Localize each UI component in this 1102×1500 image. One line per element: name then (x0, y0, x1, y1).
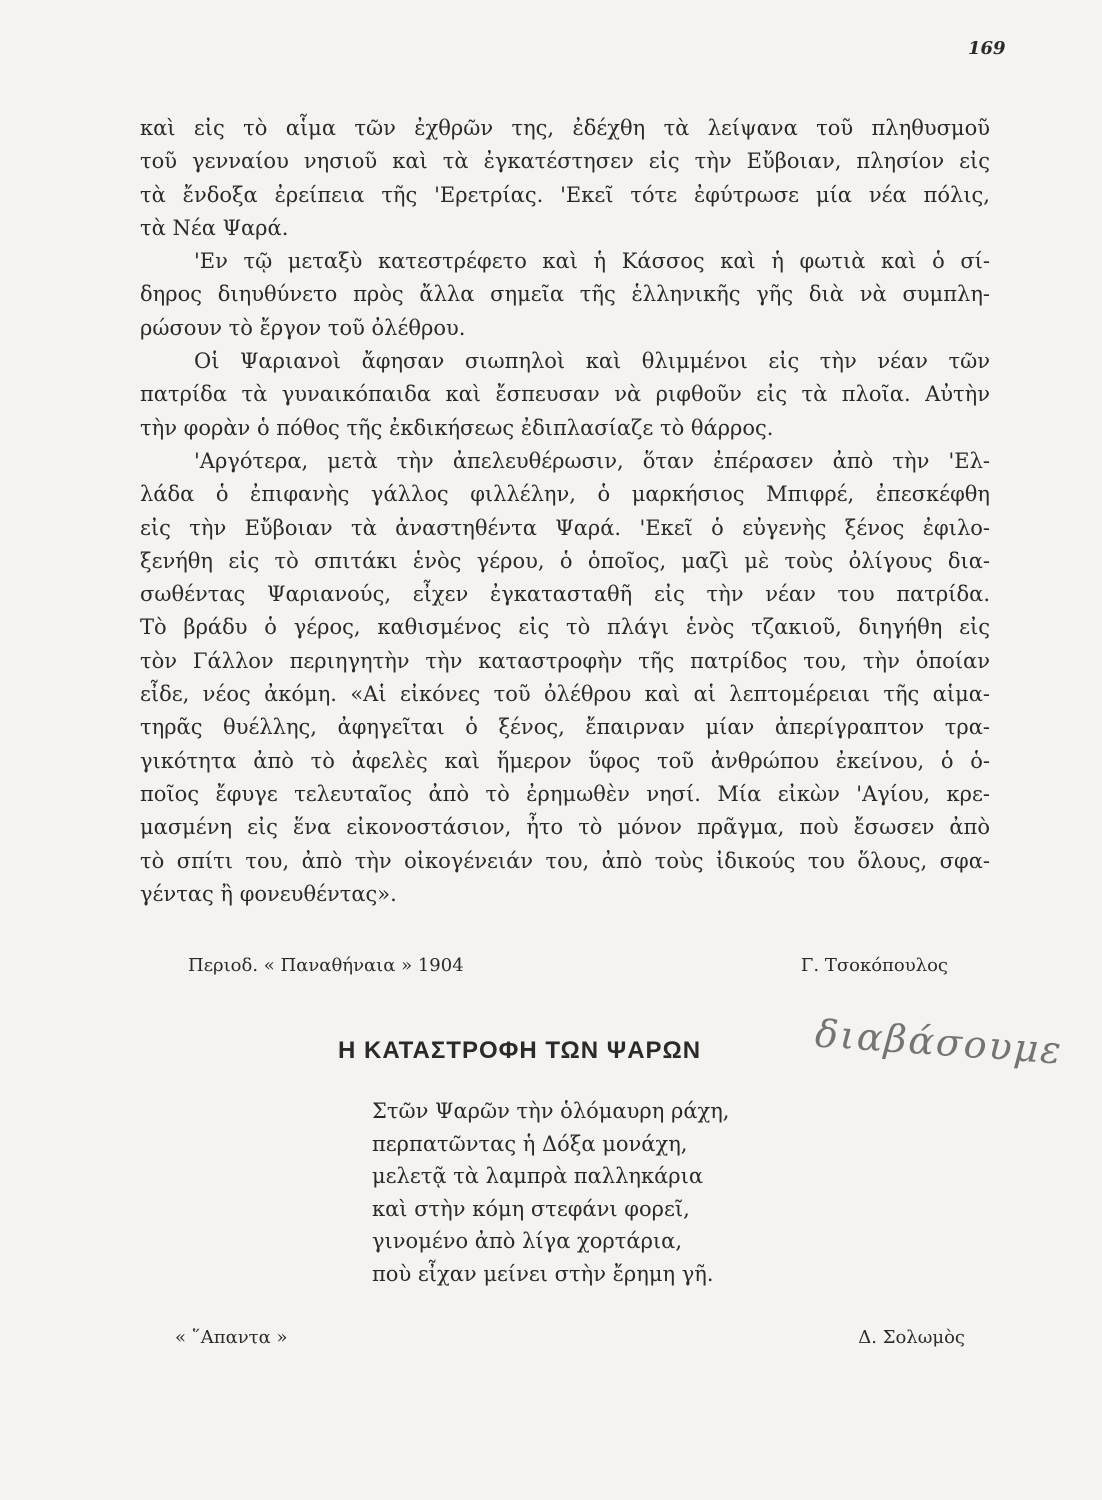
poem-citation-author: Δ. Σολωμὸς (858, 1327, 965, 1348)
prose-line: λάδα ὁ ἐπιφανὴς γάλλος φιλλέλην, ὁ μαρκήσιος Μπιφρέ, ἐπεσκέφθη (140, 482, 990, 507)
poem-line: Στῶν Ψαρῶν τὴν ὁλόμαυρη ράχη, (372, 1099, 730, 1123)
prose-line: τὸ σπίτι του, ἀπὸ τὴν οἰκογένειάν του, ἀπὸ τοὺς ἰδικούς του ὅλους, σφα- (140, 848, 990, 873)
prose-line: γικότητα ἀπὸ τὸ ἀφελὲς καὶ ἥμερον ὕφος τοῦ ἀνθρώπου ἐκείνου, ὁ ὁ- (140, 748, 990, 773)
prose-line: Τὸ βράδυ ὁ γέρος, καθισμένος εἰς τὸ πλάγι ἑνὸς τζακιοῦ, διηγήθη εἰς (140, 615, 990, 640)
prose-line: ρώσουν τὸ ἔργον τοῦ ὀλέθρου. (140, 315, 466, 340)
prose-line: γέντας ἢ φονευθέντας». (140, 881, 397, 906)
citation-author: Γ. Τσοκόπουλος (800, 955, 948, 976)
prose-line: τὰ ἔνδοξα ἐρείπεια τῆς 'Ερετρίας. 'Εκεῖ τότε ἐφύτρωσε μία νέα πόλις, (140, 182, 990, 207)
prose-line: σωθέντας Ψαριανούς, εἶχεν ἐγκατασταθῆ εἰς τὴν νέαν του πατρίδα. (140, 582, 990, 607)
citation-source: Περιοδ. « Παναθήναια » 1904 (188, 955, 464, 976)
prose-line: ποῖος ἔφυγε τελευταῖος ἀπὸ τὸ ἐρημωθὲν νησί. Μία εἰκὼν 'Αγίου, κρε- (140, 781, 990, 806)
prose-line: τηρᾶς θυέλλης, ἀφηγεῖται ὁ ξένος, ἔπαιρναν μίαν ἀπερίγραπτον τρα- (140, 715, 990, 740)
poem-line: μελετᾷ τὰ λαμπρὰ παλληκάρια (372, 1164, 704, 1188)
poem-citation-source: « ῞Απαντα » (175, 1327, 288, 1348)
prose-line: πατρίδα τὰ γυναικόπαιδα καὶ ἔσπευσαν νὰ ριφθοῦν εἰς τὰ πλοῖα. Αὐτὴν (140, 382, 990, 407)
prose-line: τὴν φορὰν ὁ πόθος τῆς ἐκδικήσεως ἐδιπλασίαζε τὸ θάρρος. (140, 415, 774, 440)
prose-line: καὶ εἰς τὸ αἷμα τῶν ἐχθρῶν της, ἐδέχθη τὰ λείψανα τοῦ πληθυσμοῦ (140, 116, 990, 140)
prose-line: δηρος διηυθύνετο πρὸς ἄλλα σημεῖα τῆς ἑλληνικῆς γῆς διὰ νὰ συμπλη- (140, 282, 990, 307)
poem-heading: Η ΚΑΤΑΣΤΡΟΦΗ ΤΩΝ ΨΑΡΩΝ (338, 1037, 702, 1064)
prose-line: τοῦ γενναίου νησιοῦ καὶ τὰ ἐγκατέστησεν εἰς τὴν Εὔβοιαν, πλησίον εἰς (140, 149, 990, 174)
prose-line: Οἱ Ψαριανοὶ ἄφησαν σιωπηλοὶ καὶ θλιμμένοι εἰς τὴν νέαν τῶν (194, 349, 990, 374)
handwritten-annotation: διαβάσουμε (813, 1011, 1065, 1073)
page-number: 169 (968, 38, 1006, 59)
prose-body (140, 112, 990, 911)
poem-line: καὶ στὴν κόμη στεφάνι φορεῖ, (372, 1196, 690, 1221)
prose-line: μασμένη εἰς ἕνα εἰκονοστάσιον, ἦτο τὸ μόνον πρᾶγμα, ποὺ ἔσωσεν ἀπὸ (140, 815, 990, 840)
poem-line: περπατῶντας ἡ Δόξα μονάχη, (372, 1131, 688, 1156)
prose-line: ξενήθη εἰς τὸ σπιτάκι ἑνὸς γέρου, ὁ ὁποῖος, μαζὶ μὲ τοὺς ὀλίγους δια- (140, 548, 990, 573)
poem-body (372, 1095, 729, 1290)
poem-line: γινομένο ἀπὸ λίγα χορτάρια, (372, 1229, 683, 1253)
prose-line: εἶδε, νέος ἀκόμη. «Αἱ εἰκόνες τοῦ ὀλέθρου καὶ αἱ λεπτομέρειαι τῆς αἱμα- (140, 682, 990, 707)
poem-line: ποὺ εἶχαν μείνει στὴν ἔρημη γῆ. (372, 1261, 714, 1286)
prose-line: τὸν Γάλλον περιηγητὴν τὴν καταστροφὴν τῆς πατρίδος του, τὴν ὁποίαν (140, 648, 990, 673)
prose-line: 'Εν τῷ μεταξὺ κατεστρέφετο καὶ ἡ Κάσσος καὶ ἡ φωτιὰ καὶ ὁ σί- (194, 249, 990, 274)
prose-line: 'Αργότερα, μετὰ τὴν ἀπελευθέρωσιν, ὅταν ἐπέρασεν ἀπὸ τὴν 'Ελ- (194, 448, 990, 473)
prose-line: τὰ Νέα Ψαρά. (140, 215, 289, 240)
prose-line: εἰς τὴν Εὔβοιαν τὰ ἀναστηθέντα Ψαρά. 'Εκεῖ ὁ εὐγενὴς ξένος ἐφιλο- (140, 515, 990, 540)
